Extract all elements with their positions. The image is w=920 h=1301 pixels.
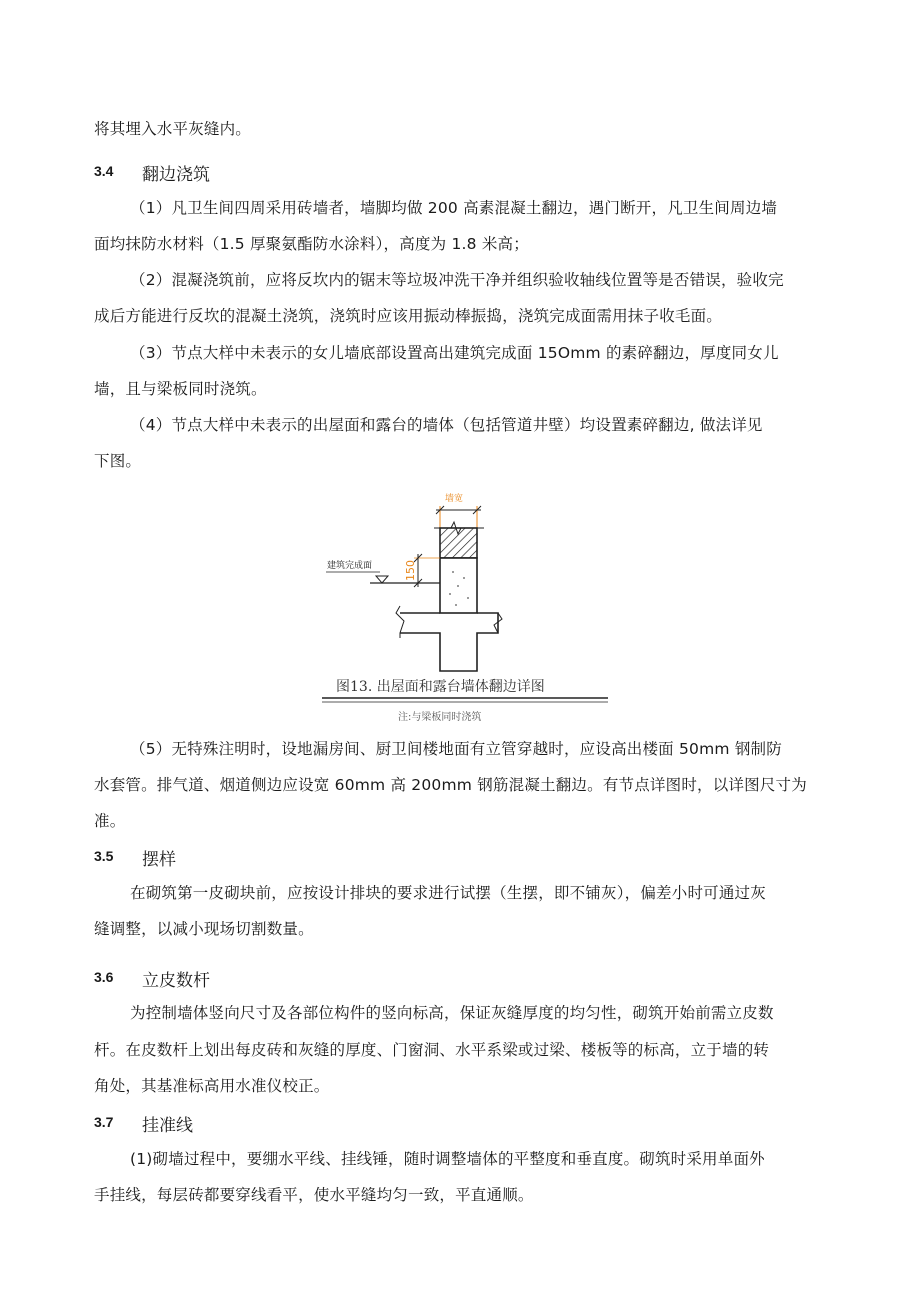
paragraph-line: 杆。在皮数杆上划出每皮砖和灰缝的厚度、门窗洞、水平系梁或过梁、楼板等的标高，立于墙的转 bbox=[94, 1041, 770, 1059]
paragraph-line: 水套管。排气道、烟道侧边应设宽 60mm 高 200mm 钢筋混凝土翻边。有节点详图时，以详图尺寸为 bbox=[94, 776, 807, 794]
paragraph-line: 将其埋入水平灰缝内。 bbox=[94, 120, 252, 138]
section-title: 摆样 bbox=[142, 850, 176, 870]
brick-wall-hatch bbox=[440, 528, 477, 558]
level-symbol bbox=[376, 576, 388, 583]
height-dimension bbox=[404, 554, 440, 587]
figure-caption: 图13. 出屋面和露台墙体翻边详图 bbox=[336, 679, 545, 695]
paragraph-line: 在砌筑第一皮砌块前，应按设计排块的要求进行试摆（生摆，即不铺灰），偏差小时可通过灰 bbox=[130, 884, 766, 902]
paragraph-line: 角处，其基准标高用水准仪校正。 bbox=[94, 1077, 330, 1095]
paragraph-line: （4）节点大样中未表示的出屋面和露台的墙体（包括管道井壁）均设置素碎翻边, 做法详见 bbox=[130, 416, 763, 434]
figure-note: 注:与梁板同时浇筑 bbox=[398, 712, 482, 723]
paragraph-line: （2）混凝浇筑前，应将反坎内的锯末等垃圾冲洗干净并组织验收轴线位置等是否错误，验收完 bbox=[130, 271, 784, 289]
paragraph-line: 面均抹防水材料（1.5 厚聚氨酯防水涂料），高度为 1.8 米高； bbox=[94, 235, 529, 253]
section-title: 挂准线 bbox=[142, 1116, 193, 1136]
finish-level-label: 建筑完成面 bbox=[327, 561, 373, 571]
paragraph-line: 手挂线，每层砖都要穿线看平，使水平缝均匀一致，平直通顺。 bbox=[94, 1186, 534, 1204]
section-number: 3.6 bbox=[94, 969, 114, 985]
paragraph-line: 下图。 bbox=[94, 452, 142, 470]
paragraph-line: 成后方能进行反坎的混凝土浇筑，浇筑时应该用振动棒振捣，浇筑完成面需用抹子收毛面。 bbox=[94, 307, 723, 325]
paragraph-line: （1）凡卫生间四周采用砖墙者，墙脚均做 200 高素混凝土翻边，遇门断开，凡卫生间周边墙 bbox=[130, 199, 778, 217]
section-number: 3.4 bbox=[94, 163, 114, 179]
paragraph-line: （5）无特殊注明时，设地漏房间、厨卫间楼地面有立管穿越时，应设高出楼面 50mm 钢制防 bbox=[130, 740, 782, 758]
height-dimension-label: 150 bbox=[404, 560, 417, 581]
wall-upturn-diagram bbox=[318, 488, 608, 728]
detail-figure bbox=[318, 488, 608, 728]
section-title: 立皮数杆 bbox=[142, 971, 210, 991]
paragraph-line: 墙，且与梁板同时浇筑。 bbox=[94, 380, 267, 398]
section-number: 3.7 bbox=[94, 1114, 114, 1130]
floor-slab-beam bbox=[400, 613, 498, 671]
paragraph-line: 准。 bbox=[94, 812, 126, 830]
wall-width-dimension bbox=[436, 492, 481, 528]
paragraph-line: （3）节点大样中未表示的女儿墙底部设置高出建筑完成面 15Omm 的素碎翻边，厚度同女儿 bbox=[130, 344, 779, 362]
paragraph-line: (1)砌墙过程中，要绷水平线、挂线锤，随时调整墙体的平整度和垂直度。砌筑时采用单面外 bbox=[130, 1150, 765, 1168]
paragraph-line: 为控制墙体竖向尺寸及各部位构件的竖向标高，保证灰缝厚度的均匀性，砌筑开始前需立皮数 bbox=[130, 1004, 774, 1022]
wall-width-label: 墙宽 bbox=[445, 494, 464, 504]
section-number: 3.5 bbox=[94, 848, 114, 864]
paragraph-line: 缝调整，以减小现场切割数量。 bbox=[94, 920, 314, 938]
section-title: 翻边浇筑 bbox=[142, 165, 210, 185]
